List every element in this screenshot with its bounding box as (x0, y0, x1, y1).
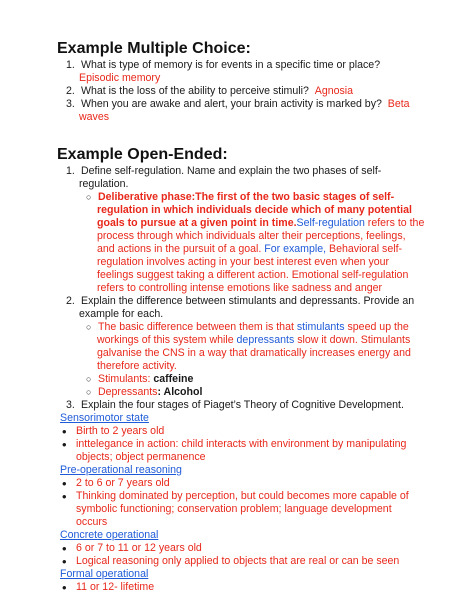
sensorimotor-age: Birth to 2 years old (76, 425, 165, 437)
self-regulation-line7: feelings suggest taking a different action. Emotional self-regulation (97, 269, 409, 281)
stage-sensorimotor-link[interactable]: Sensorimotor state (60, 412, 149, 424)
mc-answer-1: Episodic memory (79, 72, 161, 84)
sensorimotor-desc-line1: inttelegance in action: child interacts with environment by manipulating (76, 438, 407, 450)
oe-question-1-line1: Define self-regulation. Name and explain the two phases of self- (81, 165, 382, 177)
hollow-bullet-icon: ○ (86, 322, 92, 332)
hollow-bullet-icon: ○ (86, 387, 92, 397)
deliberative-phase-line1: Deliberative phase:The first of the two basic stages of self- (98, 191, 395, 203)
heading-open-ended: Example Open-Ended: (57, 146, 228, 163)
bullet-icon: • (62, 489, 67, 504)
deliberative-phase-line2: regulation in which individuals decide which of many potential (97, 204, 412, 216)
preoperational-desc-line3: occurs (76, 516, 108, 528)
bullet-icon: • (62, 424, 67, 439)
formal-age: 11 or 12- lifetime (76, 581, 155, 593)
sensorimotor-desc-line2: objects; object permanence (76, 451, 206, 463)
bullet-icon: • (62, 437, 67, 452)
concrete-desc: Logical reasoning only applied to objects that are real or can be seen (76, 555, 400, 567)
mc-question-2: What is the loss of the ability to perceive stimuli? Agnosia (81, 85, 354, 97)
hollow-bullet-icon: ○ (86, 192, 92, 202)
mc-answer-3: Beta (387, 98, 410, 110)
oe-question-1-line2: regulation. (79, 178, 129, 190)
heading-multiple-choice: Example Multiple Choice: (57, 40, 251, 57)
q1-number: 1. (66, 59, 75, 71)
q3-number: 3. (66, 98, 75, 110)
preoperational-age: 2 to 6 or 7 years old (76, 477, 170, 489)
mc-answer-2: Agnosia (314, 85, 354, 97)
oe-q2-number: 2. (66, 295, 75, 307)
mc-question-3: When you are awake and alert, your brain activity is marked by? Beta (81, 98, 410, 110)
mc-answer-3-cont: waves (79, 111, 110, 123)
stimulants-answer-line2: workings of this system while depressants slow it down. Stimulants (97, 334, 411, 346)
preoperational-desc-line1: Thinking dominated by perception, but could becomes more capable of (76, 490, 409, 502)
stimulants-answer-line3: galvanise the CNS in a way that dramatically increases energy and (97, 347, 411, 359)
q2-number: 2. (66, 85, 75, 97)
self-regulation-line8: refers to controlling intense emotions like sadness and anger (97, 282, 383, 294)
bullet-icon: • (62, 541, 67, 556)
self-regulation-line5: and actions in the pursuit of a goal. For example, Behavioral self- (97, 243, 403, 255)
stage-preoperational-link[interactable]: Pre-operational reasoning (60, 464, 182, 476)
stimulants-answer-line1: The basic difference between them is that stimulants speed up the (98, 321, 409, 333)
stimulants-answer-line4: therefore activity. (97, 360, 177, 372)
bullet-icon: • (62, 476, 67, 491)
stimulant-example: Stimulants: caffeine (98, 373, 194, 385)
self-regulation-line6: regulation involves acting in your best interest even when your (97, 256, 390, 268)
oe-question-3: Explain the four stages of Piaget’s Theory of Cognitive Development. (81, 399, 404, 411)
hollow-bullet-icon: ○ (86, 374, 92, 384)
oe-question-2-line1: Explain the difference between stimulants and depressants. Provide an (81, 295, 415, 307)
stage-formal-link[interactable]: Formal operational (60, 568, 149, 580)
bullet-icon: • (62, 580, 67, 595)
depressant-example: Depressants: Alcohol (98, 386, 203, 398)
concrete-age: 6 or 7 to 11 or 12 years old (76, 542, 202, 554)
mc-question-1: What is type of memory is for events in a specific time or place? (81, 59, 381, 71)
stage-concrete-link[interactable]: Concrete operational (60, 529, 159, 541)
oe-q3-number: 3. (66, 399, 75, 411)
oe-q1-number: 1. (66, 165, 75, 177)
self-regulation-line4: process through which individuals alter their perceptions, feelings, (97, 230, 406, 242)
bullet-icon: • (62, 554, 67, 569)
oe-question-2-line2: example for each. (79, 308, 164, 320)
deliberative-phase-line3: goals to pursue at a given point in time.Self-regulation refers to the (97, 217, 425, 229)
preoperational-desc-line2: symbolic functioning; conservation problem; language development (76, 503, 392, 515)
